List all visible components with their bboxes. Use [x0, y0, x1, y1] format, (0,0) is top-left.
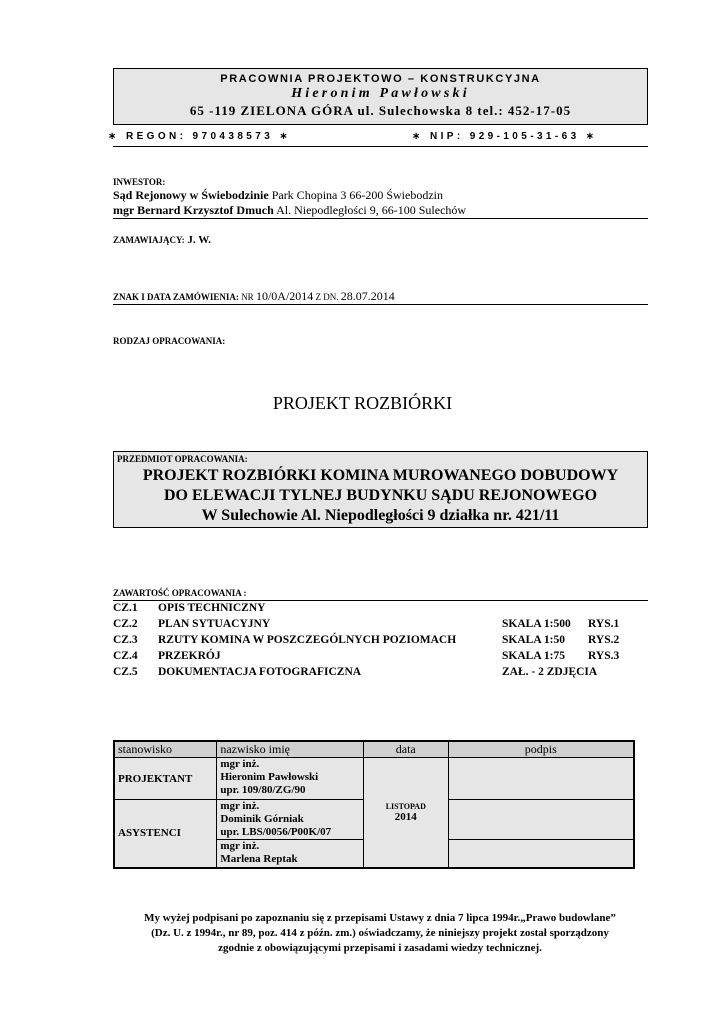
part-name: OPIS TECHNICZNY: [158, 602, 266, 614]
part-scale: ZAŁ. - 2 ZDJĘCIA: [502, 666, 598, 678]
owner-name: Hieronim Pawłowski: [291, 86, 470, 101]
orderer-value: J. W.: [184, 234, 211, 246]
date-year: 2014: [394, 810, 417, 823]
subject-line-3: W Sulechowie Al. Niepodległości 9 działka nr. 421/11: [201, 507, 560, 524]
part-scale: SKALA 1:75: [502, 650, 565, 662]
signature-field[interactable]: [448, 800, 634, 840]
person-cell: [217, 800, 364, 840]
contents-row: [0, 648, 725, 664]
person-cell: [217, 758, 364, 800]
company-address: 65 -119 ZIELONA GÓRA ul. Sulechowska 8 tel.: 452-17-05: [189, 103, 572, 118]
declaration-line-3: zgodnie z obowiązującymi przepisami i zasadami wiedzy technicznej.: [218, 942, 542, 954]
subject-box: [113, 451, 648, 528]
person-license: upr. LBS/0056/P00K/07: [220, 826, 332, 838]
contents-row: [0, 664, 725, 680]
order-number: 10/0A/2014: [255, 289, 314, 303]
investor-line-2: [113, 203, 466, 218]
investor-line-1: [113, 188, 443, 203]
document-title: PROJEKT ROZBIÓRKI: [272, 393, 453, 413]
contents-row: [0, 616, 725, 632]
type-label: RODZAJ OPRACOWANIA:: [113, 336, 226, 346]
order-nr-label: NR: [238, 292, 256, 302]
regon: ∗ REGON: 970438573 ∗: [108, 131, 292, 142]
representative-address: Al. Niepodległości 9, 66-100 Sulechów: [273, 203, 467, 217]
person-title: mgr inż.: [220, 840, 260, 852]
column-header: podpis: [448, 741, 634, 758]
part-code: CZ.2: [113, 618, 138, 630]
table-header-row: [114, 741, 634, 758]
declaration-line-1: My wyżej podpisani po zapoznaniu się z przepisami Ustawy z dnia 7 lipca 1994r.„Prawo budowlane”: [144, 912, 616, 924]
divider: [113, 146, 648, 147]
declaration: [100, 911, 660, 956]
signature-field[interactable]: [448, 840, 634, 868]
part-name: PRZEKRÓJ: [158, 650, 221, 662]
person-name: Dominik Górniak: [220, 813, 304, 825]
order-label: ZNAK I DATA ZAMÓWIENIA:: [113, 292, 239, 302]
orderer-field: [113, 234, 211, 246]
part-code: CZ.3: [113, 634, 138, 646]
company-name: PRACOWNIA PROJEKTOWO – KONSTRUKCYJNA: [220, 73, 541, 85]
contents-label: ZAWARTOŚĆ OPRACOWANIA :: [113, 588, 247, 598]
part-code: CZ.5: [113, 666, 138, 678]
divider: [113, 218, 648, 219]
contents-row: [0, 632, 725, 648]
investor-name: Sąd Rejonowy w Świebodzinie: [113, 188, 269, 202]
part-scale: SKALA 1:500: [502, 618, 571, 630]
orderer-label: ZAMAWIAJĄCY:: [113, 235, 185, 245]
subject-line-2: DO ELEWACJI TYLNEJ BUDYNKU SĄDU REJONOWEGO: [163, 487, 598, 504]
role-cell: PROJEKTANT: [114, 758, 217, 800]
table-row: [114, 758, 634, 800]
column-header: stanowisko: [114, 741, 217, 758]
part-ref: RYS.3: [588, 650, 620, 662]
order-date-label: Z DN.: [313, 292, 341, 302]
part-name: DOKUMENTACJA FOTOGRAFICZNA: [158, 666, 362, 678]
person-title: mgr inż.: [220, 800, 260, 812]
order-field: [113, 289, 395, 304]
part-name: PLAN SYTUACYJNY: [158, 618, 271, 630]
signature-table: [113, 740, 635, 869]
part-ref: RYS.2: [588, 634, 620, 646]
part-ref: RYS.1: [588, 618, 620, 630]
role-cell: ASYSTENCI: [114, 800, 217, 868]
part-code: CZ.4: [113, 650, 138, 662]
contents-row: [0, 600, 725, 616]
person-cell: [217, 840, 364, 868]
company-header: [113, 68, 648, 125]
representative-name: mgr Bernard Krzysztof Dmuch: [113, 203, 274, 217]
declaration-line-2: (Dz. U. z 1994r., nr 89, poz. 414 z późn. zm.) oświadczamy, że niniejszy projekt został sporządzony: [151, 927, 609, 939]
subject-text: [114, 466, 647, 526]
investor-label: INWESTOR:: [113, 177, 166, 187]
person-license: upr. 109/80/ZG/90: [220, 784, 306, 796]
person-name: Marlena Reptak: [220, 853, 298, 865]
order-date: 28.07.2014: [340, 289, 395, 303]
signature-field[interactable]: [448, 758, 634, 800]
nip: ∗ NIP: 929-105-31-63 ∗: [412, 131, 598, 142]
subject-label: PRZEDMIOT OPRACOWANIA:: [117, 454, 248, 464]
date-month: LISTOPAD: [385, 801, 426, 811]
person-name: Hieronim Pawłowski: [220, 771, 319, 783]
part-name: RZUTY KOMINA W POSZCZEGÓLNYCH POZIOMACH: [158, 634, 457, 646]
part-code: CZ.1: [113, 602, 138, 614]
date-cell: [363, 758, 448, 868]
part-scale: SKALA 1:50: [502, 634, 565, 646]
divider: [113, 304, 648, 305]
column-header: data: [363, 741, 448, 758]
subject-line-1: PROJEKT ROZBIÓRKI KOMINA MUROWANEGO DOBUDOWY: [142, 467, 619, 484]
investor-address: Park Chopina 3 66-200 Świebodzin: [268, 188, 444, 202]
column-header: nazwisko imię: [217, 741, 364, 758]
person-title: mgr inż.: [220, 758, 260, 770]
